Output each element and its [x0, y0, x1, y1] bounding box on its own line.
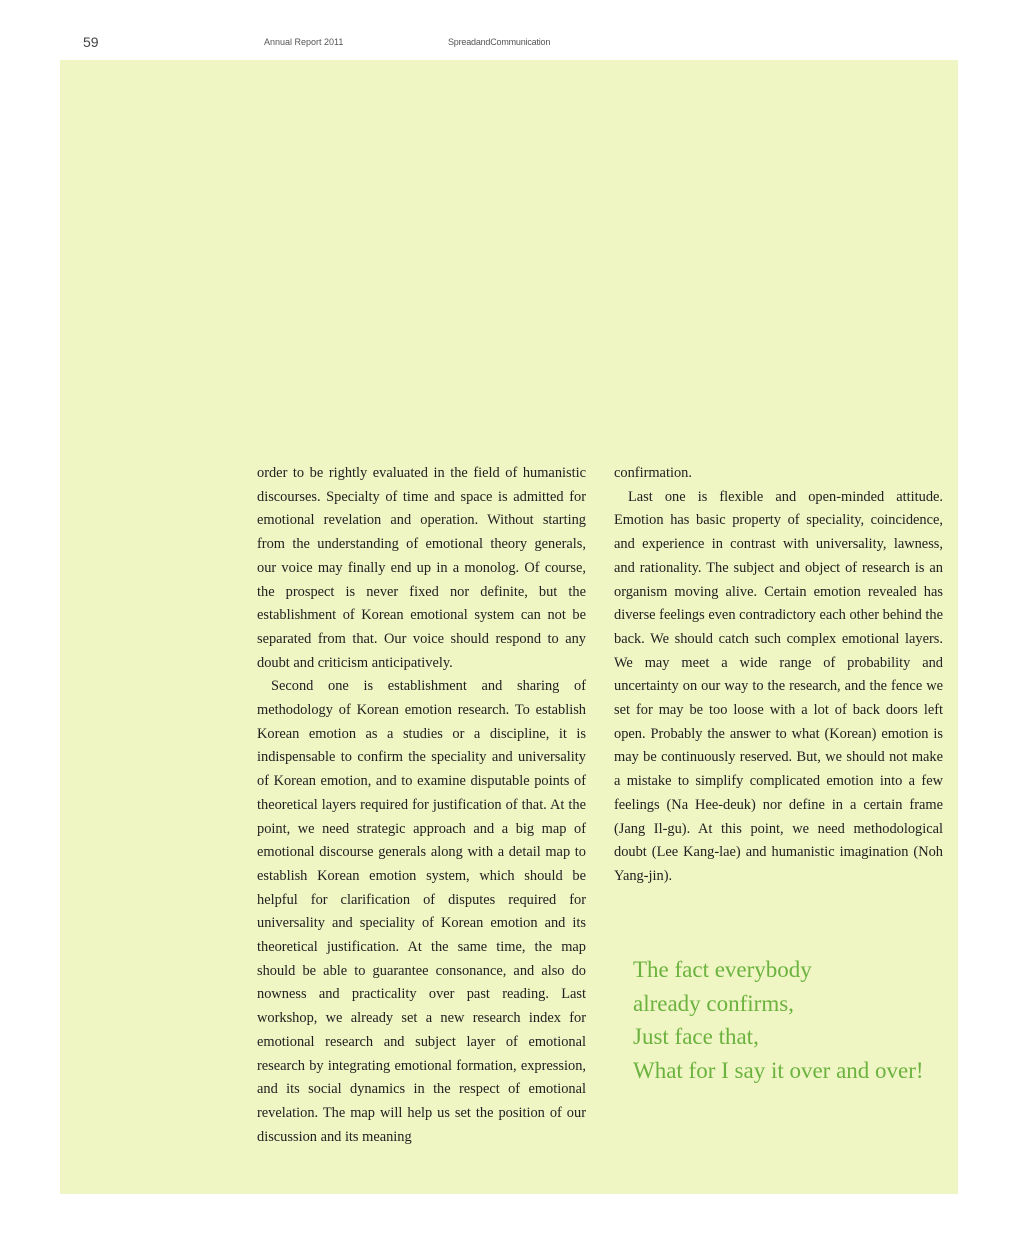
right-paragraph-1: confirmation.: [614, 465, 692, 481]
page-header: [0, 34, 1018, 54]
pull-quote-line: already confirms,: [633, 990, 794, 1016]
report-title: Annual Report 2011: [264, 37, 344, 47]
right-text-column: [614, 462, 943, 889]
page-number: 59: [83, 34, 99, 50]
pull-quote-line: What for I say it over and over!: [633, 1057, 924, 1083]
right-paragraph-2: Last one is flexible and open-minded attitude. Emotion has basic property of speciality, coincidence, and experience in contrast with universality, lawness, and rationality. The subject and object of research is an organism moving alive. Certain emotion revealed has diverse feelings even contradictory each other behind the back. We should catch such complex emotional layers. We may meet a wide range of probability and uncertainty on our way to the research, and the fence we set for may be too loose with a lot of back doors left open. Probably the answer to what (Korean) emotion is may be continuously reserved. But, we should not make a mistake to simplify complicated emotion into a few feelings (Na Hee-deuk) nor define in a certain frame (Jang Il-gu). At this point, we need methodological doubt (Lee Kang-lae) and humanistic imagination (Noh Yang-jin).: [614, 488, 943, 884]
section-title: SpreadandCommunication: [448, 37, 551, 47]
pull-quote: [633, 953, 953, 1087]
left-paragraph-2: Second one is establishment and sharing of methodology of Korean emotion research. To establish Korean emotion as a studies or a discipline, it is indispensable to confirm the speciality and universality of Korean emotion, and to examine disputable points of theoretical layers required for justification of that. At the point, we need strategic approach and a big map of emotional discourse generals along with a detail map to establish Korean emotion system, which should be helpful for clarification of disputes required for universality and speciality of Korean emotion and its theoretical justification. At the same time, the map should be able to guarantee consonance, and also do nowness and practicality over past reading. Last workshop, we already set a new research index for emotional research and subject layer of emotional research by integrating emotional formation, expression, and its social dynamics in the respect of emotional revelation. The map will help us set the position of our discussion and its meaning: [257, 678, 586, 1145]
left-text-column: [257, 462, 586, 1149]
pull-quote-line: The fact everybody: [633, 957, 812, 982]
left-paragraph-1: order to be rightly evaluated in the field of humanistic discourses. Specialty of time and space is admitted for emotional revelation and operation. Without starting from the understanding of emotional theory generals, our voice may finally end up in a monolog. Of course, the prospect is never fixed nor definite, but the establishment of Korean emotional system can not be separated from that. Our voice should respond to any doubt and criticism anticipatively.: [257, 465, 586, 671]
pull-quote-line: Just face that,: [633, 1024, 759, 1049]
content-panel: [60, 60, 958, 1194]
